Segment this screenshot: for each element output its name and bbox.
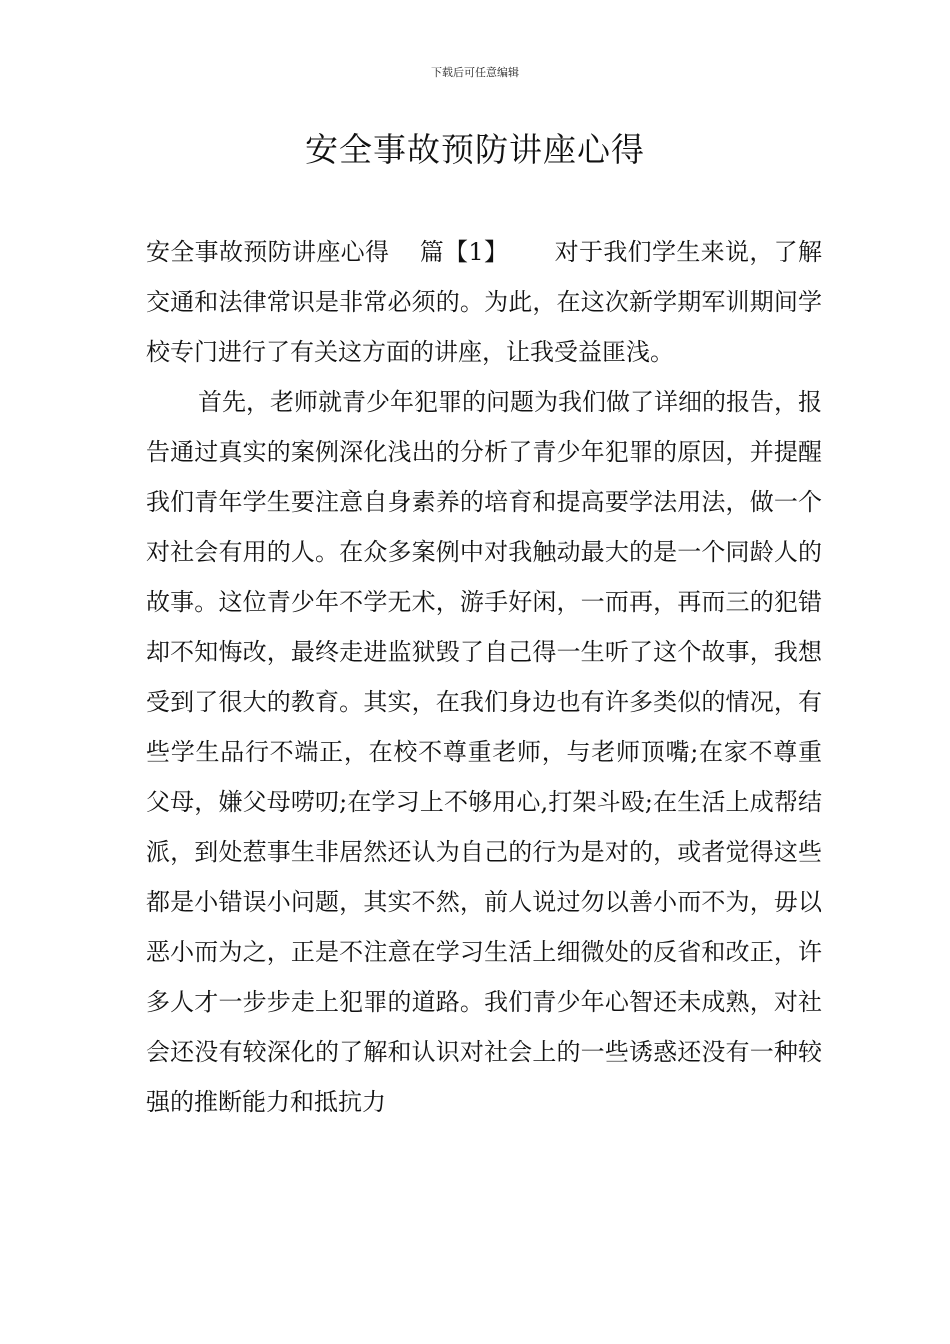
intro-paragraph <box>146 227 822 377</box>
document-title: 安全事故预防讲座心得 <box>305 130 645 169</box>
header-note: 下载后可任意编辑 <box>431 66 519 79</box>
part-label: 篇【1】 <box>419 238 509 266</box>
intro-text: 对于我们学生来说，了解交通和法律常识是非常必须的。为此，在这次新学期军训期间学校专门进行了有关这方面的讲座，让我受益匪浅。 <box>146 238 823 366</box>
body-paragraph: 首先，老师就青少年犯罪的问题为我们做了详细的报告，报告通过真实的案例深化浅出的分析了青少年犯罪的原因，并提醒我们青年学生要注意自身素养的培育和提高要学法用法，做一个对社会有用的人。在众多案例中对我触动最大的是一个同龄人的故事。这位青少年不学无术，游手好闲，一而再，再而三的犯错却不知悔改，最终走进监狱毁了自己得一生听了这个故事，我想受到了很大的教育。其实，在我们身边也有许多类似的情况，有些学生品行不端正，在校不尊重老师，与老师顶嘴;在家不尊重父母，嫌父母唠叨;在学习上不够用心,打架斗殴;在生活上成帮结派，到处惹事生非居然还认为自己的行为是对的，或者觉得这些都是小错误小问题，其实不然，前人说过勿以善小而不为，毋以恶小而为之，正是不注意在学习生活上细微处的反省和改正，许多人才一步步走上犯罪的道路。我们青少年心智还未成熟，对社会还没有较深化的了解和认识对社会上的一些诱惑还没有一种较强的推断能力和抵抗力 <box>146 388 822 1116</box>
intro-heading: 安全事故预防讲座心得 <box>146 238 390 266</box>
document-body <box>146 227 822 1127</box>
